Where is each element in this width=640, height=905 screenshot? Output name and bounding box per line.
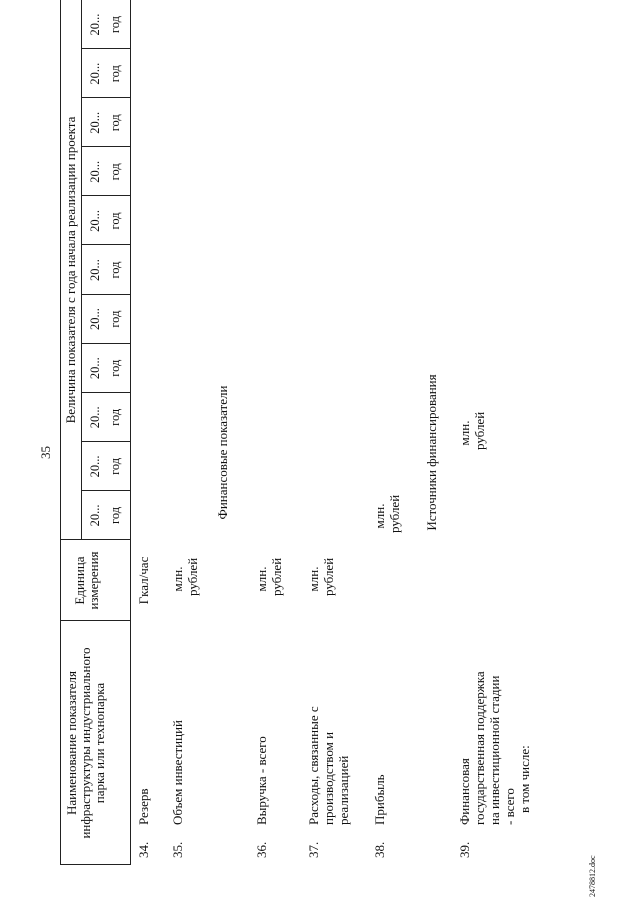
- header-values: Величина показателя с года начала реализации проекта: [63, 116, 78, 424]
- year-column-header: [88, 442, 122, 491]
- values-subheader-line: [81, 0, 82, 540]
- header-name-line: парка или технопарка: [92, 682, 107, 804]
- row-unit: млн. рублей: [372, 494, 402, 533]
- row-name-extra: в том числе:: [517, 745, 532, 813]
- header-unit-cell: [73, 540, 101, 621]
- year-column-header: [88, 491, 122, 540]
- row-name-text: Финансовая государственная поддержка на инвестиционной стадии - всего: [457, 671, 517, 825]
- year-suffix: год: [108, 163, 122, 181]
- year-suffix: год: [108, 359, 122, 377]
- year-label: 20...: [88, 13, 102, 36]
- row-number: 36.: [254, 841, 269, 858]
- row-number: 34.: [136, 841, 151, 858]
- table-header-bottom-border: [130, 0, 131, 865]
- header-name-cell: [65, 621, 107, 865]
- year-suffix: год: [108, 506, 122, 524]
- year-suffix: год: [108, 310, 122, 328]
- header-unit-line: измерения: [86, 551, 101, 610]
- year-column-header: [88, 245, 122, 294]
- row-number: 39.: [457, 841, 472, 858]
- row-name: Выручка - всего: [254, 736, 269, 825]
- header-name-line: Наименование показателя: [64, 670, 79, 816]
- footer-doc-id: 2478812.doc: [588, 855, 597, 897]
- year-column-header: [88, 295, 122, 344]
- row-number: 35.: [170, 841, 185, 858]
- year-suffix: год: [108, 408, 122, 426]
- row-number: 37.: [306, 841, 321, 858]
- section-heading: Источники финансирования: [424, 374, 439, 531]
- year-label: 20...: [88, 210, 102, 232]
- year-label: 20...: [88, 62, 102, 85]
- year-label: 20...: [88, 111, 102, 134]
- year-suffix: год: [108, 65, 122, 83]
- year-column-header: [88, 393, 122, 442]
- row-name: [457, 670, 532, 825]
- header-unit-line: Единица: [72, 556, 87, 605]
- row-unit: млн. рублей: [306, 557, 336, 596]
- row-unit: млн. рублей: [170, 557, 200, 596]
- year-label: 20...: [88, 308, 102, 331]
- year-label: 20...: [88, 357, 102, 380]
- year-label: 20...: [88, 455, 102, 478]
- row-unit: Гкал/час: [136, 556, 151, 605]
- row-name: Расходы, связанные с производством и реализацией: [306, 706, 351, 825]
- year-suffix: год: [108, 261, 122, 279]
- row-name: Объем инвестиций: [170, 720, 185, 825]
- year-column-header: [88, 344, 122, 393]
- row-name: Резерв: [136, 788, 151, 825]
- year-column-header: [88, 147, 122, 196]
- year-label: 20...: [88, 504, 102, 527]
- year-column-header: [88, 196, 122, 245]
- header-name-line: инфраструктуры индустриального: [78, 647, 93, 839]
- year-label: 20...: [88, 160, 102, 183]
- year-suffix: год: [108, 212, 122, 230]
- row-name: Прибыль: [372, 774, 387, 825]
- table-top-border: [60, 0, 61, 865]
- row-unit: млн. рублей: [457, 411, 487, 450]
- row-unit: млн. рублей: [254, 557, 284, 596]
- year-suffix: год: [108, 114, 122, 132]
- section-heading: Финансовые показатели: [215, 385, 230, 520]
- year-column-header: [88, 49, 122, 98]
- year-column-header: [88, 0, 122, 49]
- year-label: 20...: [88, 406, 102, 429]
- year-suffix: год: [108, 16, 122, 34]
- row-number: 38.: [372, 841, 387, 858]
- year-column-header: [88, 98, 122, 147]
- year-label: 20...: [88, 259, 102, 281]
- year-suffix: год: [108, 457, 122, 475]
- page-number: 35: [38, 446, 53, 459]
